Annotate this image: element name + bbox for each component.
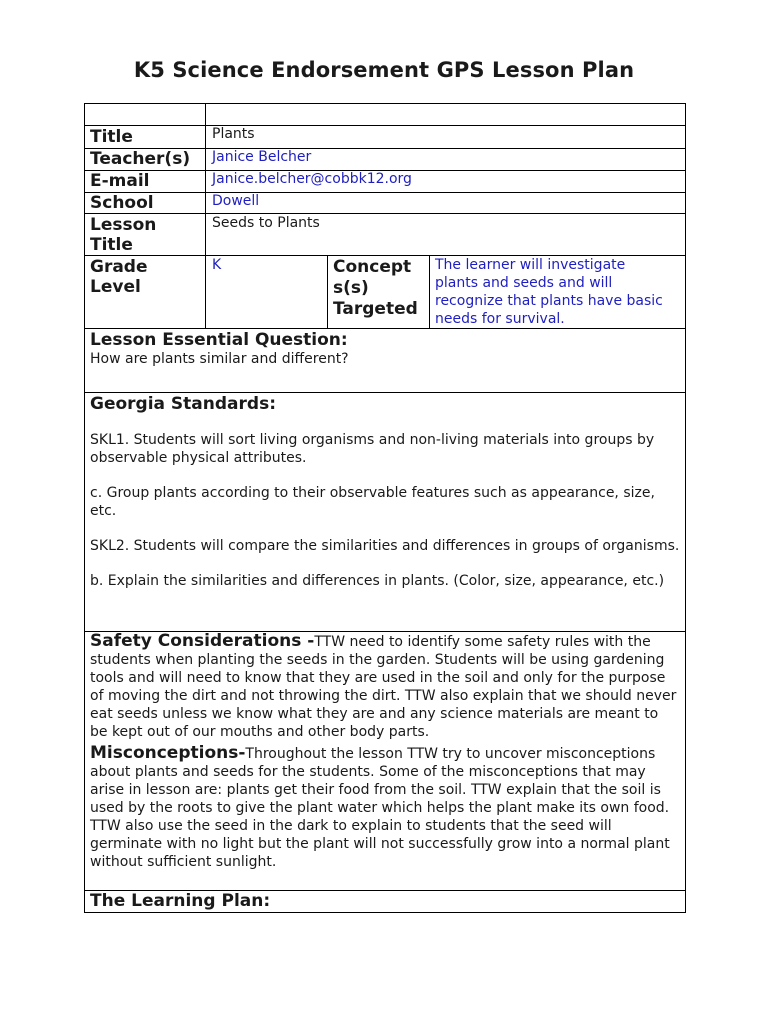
table-rule xyxy=(429,255,430,329)
grade-level-label-line: Grade xyxy=(90,257,148,277)
school-label: School xyxy=(90,193,154,213)
table-rule xyxy=(84,125,686,126)
title-label: Title xyxy=(90,127,133,147)
grade-level-value: K xyxy=(212,257,222,273)
concepts-label-line: Targeted xyxy=(333,299,418,319)
safety-text: TTW need to identify some safety rules with the students when planting the seeds in the garden. Students will be using gardening tools and will need to know that they are used in the soil and only for the purpose of moving the dirt and not throwing the dirt. TTW also explain that we should never eat seeds unless we know what they are and any science materials are meant to be kept out of our mouths and other body parts. xyxy=(90,634,677,740)
standard-skl2-b: b. Explain the similarities and differences in plants. (Color, size, appearance, etc.) xyxy=(90,573,665,589)
grade-level-label-line: Level xyxy=(90,277,141,297)
table-rule xyxy=(84,213,686,214)
safety-misconceptions-section xyxy=(90,631,680,871)
table-rule xyxy=(84,328,686,329)
misconceptions-heading: Misconceptions- xyxy=(90,743,246,763)
georgia-standards-section xyxy=(90,394,680,590)
lesson-title-value: Seeds to Plants xyxy=(212,215,320,231)
table-rule xyxy=(84,392,686,393)
title-value: Plants xyxy=(212,126,255,142)
grade-level-label xyxy=(90,257,148,297)
lesson-plan-table xyxy=(84,103,686,913)
teacher-label: Teacher(s) xyxy=(90,149,191,169)
standard-skl1: SKL1. Students will sort living organisms and non-living materials into groups by observable physical attributes. xyxy=(90,432,655,466)
concepts-label-line: Concept xyxy=(333,257,412,277)
essential-question-heading: Lesson Essential Question: xyxy=(90,330,348,350)
standards-heading: Georgia Standards: xyxy=(90,394,276,414)
learning-plan-heading: The Learning Plan: xyxy=(90,891,271,911)
table-rule xyxy=(327,255,328,329)
essential-question-text: How are plants similar and different? xyxy=(90,351,349,367)
email-value: Janice.belcher@cobbk12.org xyxy=(212,171,412,187)
standard-skl2: SKL2. Students will compare the similarities and differences in groups of organisms. xyxy=(90,538,680,554)
table-rule xyxy=(84,103,686,104)
misconceptions-paragraph xyxy=(90,743,680,871)
concepts-targeted-label xyxy=(333,257,418,320)
table-rule xyxy=(84,103,85,913)
standard-skl1-c: c. Group plants according to their observable features such as appearance, size, etc. xyxy=(90,485,655,519)
lesson-title-label xyxy=(90,215,156,255)
lesson-title-label-line: Lesson xyxy=(90,215,157,235)
concepts-label-line: s(s) xyxy=(333,278,369,298)
concepts-targeted-value: The learner will investigate plants and seeds and will recognize that plants have basic needs for survival. xyxy=(435,257,663,327)
document-title: K5 Science Endorsement GPS Lesson Plan xyxy=(133,58,635,82)
school-value: Dowell xyxy=(212,193,260,209)
safety-heading: Safety Considerations - xyxy=(90,631,315,651)
table-rule xyxy=(685,103,686,913)
essential-question-section xyxy=(90,330,680,368)
table-rule xyxy=(84,912,686,913)
lesson-title-label-line: Title xyxy=(90,235,133,255)
misconceptions-text: Throughout the lesson TTW try to uncover misconceptions about plants and seeds for the students. Some of the misconceptions that may arise in lesson are: plants get their food from the soil. TTW explain that the soil is used by the roots to give the plant water which helps the plant make its own food. TTW also use the seed in the dark to explain to students that the seed will germinate with no light but the plant will not successfully grow into a normal plant without sufficient sunlight. xyxy=(90,746,670,870)
table-rule xyxy=(84,192,686,193)
email-label: E-mail xyxy=(90,171,150,191)
teacher-value: Janice Belcher xyxy=(212,149,312,165)
safety-paragraph xyxy=(90,631,680,741)
table-rule xyxy=(205,103,206,329)
